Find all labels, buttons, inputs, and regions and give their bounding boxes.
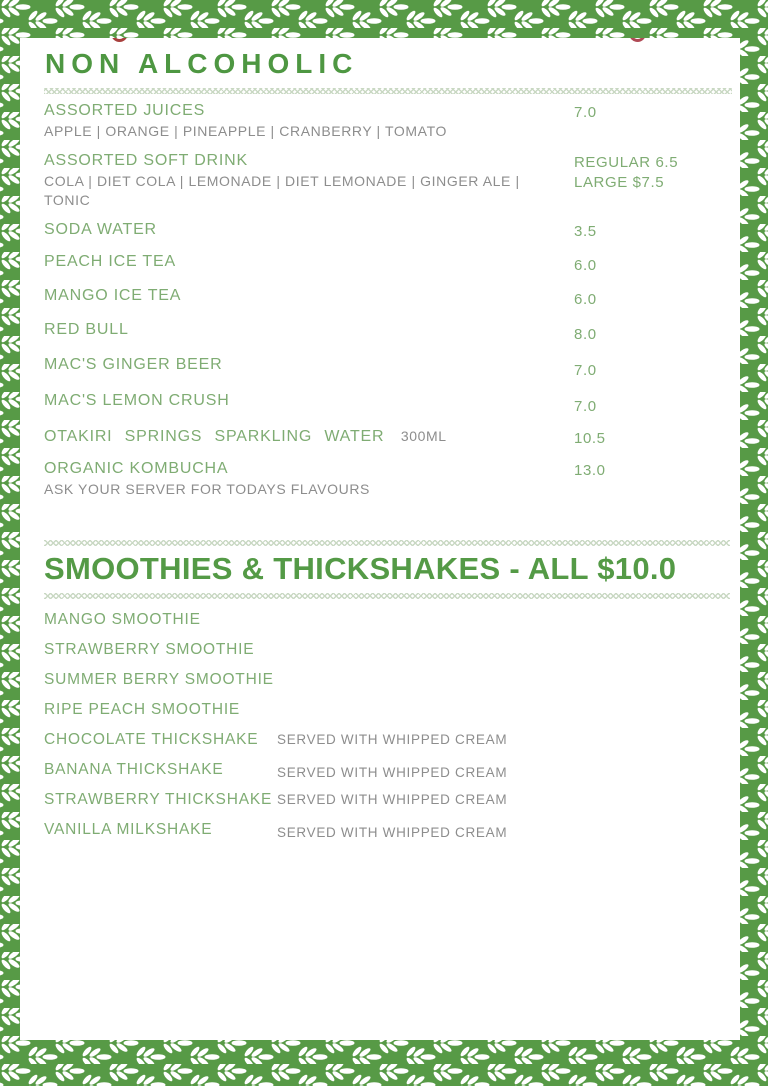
- item-name: MANGO ICE TEA: [44, 287, 182, 304]
- menu-item-vanilla-milkshake: [44, 822, 732, 838]
- menu-item-macs-ginger-beer: [44, 356, 732, 381]
- item-name: STRAWBERRY SMOOTHIE: [44, 641, 255, 658]
- menu-item-ripe-peach-smoothie: [44, 702, 732, 718]
- menu-item-chocolate-thickshake: [44, 732, 732, 748]
- menu-item-peach-ice-tea: [44, 253, 732, 276]
- price-regular: REGULAR 6.5: [574, 154, 679, 171]
- item-name: SODA WATER: [44, 221, 157, 238]
- item-price: 6.0: [574, 291, 597, 308]
- menu-item-organic-kombucha: [44, 460, 732, 499]
- item-name: MAC'S GINGER BEER: [44, 356, 223, 373]
- non-alcoholic-list: [44, 102, 732, 499]
- item-name: VANILLA MILKSHAKE: [44, 821, 213, 838]
- price-large: LARGE $7.5: [574, 174, 665, 191]
- item-description: APPLE | ORANGE | PINEAPPLE | CRANBERRY | TOMATO: [44, 123, 447, 139]
- item-price: 10.5: [574, 430, 606, 447]
- menu-item-macs-lemon-crush: [44, 392, 732, 417]
- item-name: PEACH ICE TEA: [44, 253, 176, 270]
- menu-item-summer-berry-smoothie: [44, 672, 732, 688]
- smoothies-list: [44, 612, 732, 838]
- item-note: SERVED WITH WHIPPED CREAM: [277, 792, 508, 807]
- item-price: 13.0: [574, 462, 606, 479]
- item-description: ASK YOUR SERVER FOR TODAYS FLAVOURS: [44, 481, 370, 497]
- item-name: STRAWBERRY THICKSHAKE: [44, 791, 273, 808]
- item-name: ASSORTED JUICES: [44, 102, 206, 119]
- menu-item-otakiri-sparkling-water: [44, 428, 732, 449]
- menu-item-assorted-soft-drink: [44, 152, 732, 210]
- menu-content: [44, 38, 732, 852]
- item-price: [574, 152, 732, 193]
- item-name: CHOCOLATE THICKSHAKE: [44, 731, 259, 748]
- item-note: SERVED WITH WHIPPED CREAM: [277, 765, 508, 780]
- menu-item-assorted-juices: [44, 102, 732, 141]
- section-title-smoothies: SMOOTHIES & THICKSHAKES - ALL $10.0: [44, 551, 677, 586]
- item-name: RED BULL: [44, 321, 129, 338]
- item-description: COLA | DIET COLA | LEMONADE | DIET LEMONADE | GINGER ALE | TONIC: [44, 173, 520, 208]
- menu-item-red-bull: [44, 321, 732, 345]
- section-divider: [44, 540, 730, 546]
- item-name: RIPE PEACH SMOOTHIE: [44, 701, 241, 718]
- smoothies-section: [44, 540, 732, 599]
- section-divider: [44, 593, 730, 599]
- item-price: 7.0: [574, 362, 597, 379]
- item-name: SUMMER BERRY SMOOTHIE: [44, 671, 274, 688]
- menu-item-soda-water: [44, 221, 732, 242]
- item-price: 8.0: [574, 326, 597, 343]
- menu-item-mango-ice-tea: [44, 287, 732, 310]
- item-name: MAC'S LEMON CRUSH: [44, 392, 230, 409]
- section-title-non-alcoholic: NON ALCOHOLIC: [45, 48, 359, 79]
- item-note: SERVED WITH WHIPPED CREAM: [277, 732, 508, 747]
- menu-item-mango-smoothie: [44, 612, 732, 628]
- item-name: ORGANIC KOMBUCHA: [44, 460, 229, 477]
- item-name: ASSORTED SOFT DRINK: [44, 152, 248, 169]
- item-note: SERVED WITH WHIPPED CREAM: [277, 825, 508, 840]
- item-price: 7.0: [574, 398, 597, 415]
- item-name: BANANA THICKSHAKE: [44, 761, 224, 778]
- item-price: 7.0: [574, 104, 597, 121]
- section-divider: [44, 88, 732, 94]
- menu-item-strawberry-thickshake: [44, 792, 732, 808]
- menu-item-banana-thickshake: [44, 762, 732, 778]
- item-name: MANGO SMOOTHIE: [44, 611, 201, 628]
- item-price: 3.5: [574, 223, 597, 240]
- item-price: 6.0: [574, 257, 597, 274]
- item-name: OTAKIRI SPRINGS SPARKLING WATER: [44, 428, 385, 445]
- item-size: 300ML: [400, 428, 447, 444]
- menu-item-strawberry-smoothie: [44, 642, 732, 658]
